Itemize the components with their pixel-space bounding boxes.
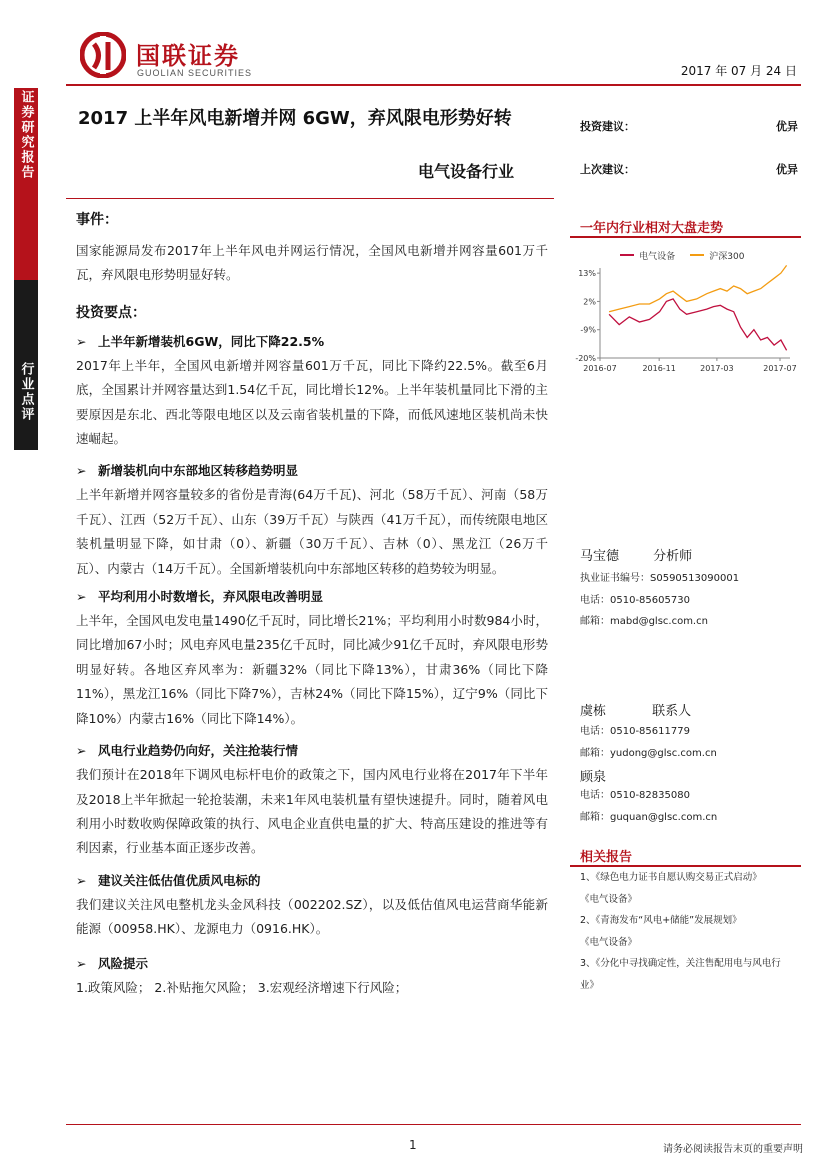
series-line-0 xyxy=(609,299,787,350)
arrow-bullet-icon: ➢ xyxy=(76,589,87,605)
section-text: 2017年上半年，全国风电新增并网容量601万千瓦，同比下降约22.5%。截至6月底，全国累计并网容量达到1.54亿千瓦，同比增长12%。上半年装机量同比下滑的主要原因是东北、西北等限电地区以及云南省装机量的下降，而低风速地区装机尚未快速崛起。 xyxy=(76,357,548,447)
rating-current-value: 优异 xyxy=(776,120,798,133)
event-text: 国家能源局发布2017年上半年风电并网运行情况，全国风电新增并网容量601万千瓦，弃风限电形势明显好转。 xyxy=(76,243,548,283)
section-heading-text: 平均利用小时数增长，弃风限电改善明显 xyxy=(98,589,324,605)
phone-number: 0510-82835080 xyxy=(610,790,690,801)
analyst-email xyxy=(580,743,800,765)
section-2 xyxy=(76,461,548,581)
logo-en: GUOLIAN SECURITIES xyxy=(137,68,253,78)
analyst-phone xyxy=(580,721,800,743)
section-heading-text: 建议关注低估值优质风电标的 xyxy=(98,872,261,888)
y-tick-label: -9% xyxy=(580,325,596,335)
email-label: 邮箱： xyxy=(580,616,610,627)
arrow-bullet-icon: ➢ xyxy=(76,333,87,349)
legend-label-electrical: 电气设备 xyxy=(639,252,676,262)
section-text: 我们预计在2018年下调风电标杆电价的政策之下，国内风电行业将在2017年下半年及2018上半年掀起一轮抢装潮，未来1年风电装机量有望快速提升。同时，随着风电利用小时数收购保障政策的执行、风电企业直供电量的扩大、特高压建设的推进等有利因素，行业基本面正逐步改善。 xyxy=(76,767,548,856)
y-tick-label: 13% xyxy=(578,269,596,279)
cert-label: 执业证书编号： xyxy=(580,573,650,584)
event-heading: 事件： xyxy=(76,212,118,228)
related-item-line: 《电气设备》 xyxy=(580,893,638,905)
email-label: 邮箱： xyxy=(580,747,610,759)
section-4 xyxy=(76,741,548,861)
analyst-email xyxy=(580,611,800,633)
section-heading xyxy=(76,461,548,479)
legend-label-hs300: 沪深300 xyxy=(709,252,745,262)
analyst-email xyxy=(580,807,800,829)
title-rule xyxy=(66,198,554,199)
side-tab-report xyxy=(14,88,38,280)
analyst-2 xyxy=(580,700,800,828)
email-label: 邮箱： xyxy=(580,811,610,823)
analyst-1 xyxy=(580,545,800,633)
phone-label: 电话： xyxy=(580,594,610,606)
related-item-line[interactable]: 2、《青海发布“风电+储能”发展规划》 xyxy=(580,915,742,926)
related-item-line[interactable]: 3、《分化中寻找确定性，关注售配用电与风电行 xyxy=(580,958,781,969)
footer-disclaimer: 请务必阅读报告末页的重要声明 xyxy=(663,1144,803,1155)
rating-previous-value: 优异 xyxy=(776,163,798,176)
rating-previous-label: 上次建议： xyxy=(580,163,635,176)
y-tick-label: -20% xyxy=(575,354,596,363)
analyst-role: 分析师 xyxy=(653,549,693,564)
analyst-name-row xyxy=(580,700,800,719)
section-heading-text: 风电行业趋势仍向好，关注抢装行情 xyxy=(98,743,299,759)
side-tab-report-text: 证券研究报告 xyxy=(18,90,34,180)
industry-subtitle: 电气设备行业 xyxy=(418,162,515,181)
side-tab-type-text: 行业点评 xyxy=(18,362,34,422)
header-rule xyxy=(66,84,801,86)
section-3 xyxy=(76,587,548,731)
email-address[interactable]: guquan@glsc.com.cn xyxy=(610,811,718,823)
legend-swatch-electrical xyxy=(620,254,634,256)
page-title: 2017 上半年风电新增并网 6GW，弃风限电形势好转 xyxy=(78,108,512,129)
cert-number: S0590513090001 xyxy=(650,573,740,584)
section-text: 1.政策风险； 2.补贴拖欠风险； 3.宏观经济增速下行风险； xyxy=(76,979,408,995)
y-tick-label: 2% xyxy=(583,297,596,307)
section-heading xyxy=(76,954,548,972)
section-heading xyxy=(76,871,548,889)
section-heading xyxy=(76,587,548,605)
arrow-bullet-icon: ➢ xyxy=(76,463,87,479)
section-1 xyxy=(76,332,548,452)
x-tick-label: 2017-07 xyxy=(763,364,797,373)
related-item-line[interactable]: 1、《绿色电力证书自愿认购交易正式启动》 xyxy=(580,872,762,883)
section-text: 上半年新增并网容量较多的省份是青海(64万千瓦)、河北（58万千瓦）、河南（58万千瓦）、江西（52万千瓦）、山东（39万千瓦）与陕西（41万千瓦），而传统限电地区装机量明显下降，如甘肃（0）、新疆（30万千瓦）、吉林（0）、黑龙江（26万千瓦）、内蒙古（14万千瓦）。全国新增装机向中东部地区转移的趋势较为明显。 xyxy=(76,487,548,576)
key-points-heading: 投资要点： xyxy=(76,304,146,321)
report-date: 2017 年 07 月 24 日 xyxy=(680,64,797,78)
legend-swatch-hs300 xyxy=(690,254,704,256)
chart-heading: 一年内行业相对大盘走势 xyxy=(580,221,724,236)
related-item-line: 《电气设备》 xyxy=(580,936,638,948)
series-line-1 xyxy=(609,265,787,311)
arrow-bullet-icon: ➢ xyxy=(76,743,87,759)
rating-current-label: 投资建议： xyxy=(580,120,635,133)
phone-label: 电话： xyxy=(580,790,610,801)
analyst-name: 虞栋 xyxy=(580,704,607,719)
x-tick-label: 2016-11 xyxy=(642,364,676,373)
related-list xyxy=(580,867,805,996)
phone-label: 电话： xyxy=(580,726,610,737)
analyst-role: 联系人 xyxy=(652,704,692,719)
email-address[interactable]: mabd@glsc.com.cn xyxy=(610,616,708,627)
page-number: 1 xyxy=(409,1138,417,1152)
analyst-phone xyxy=(580,590,800,612)
analyst-name-row xyxy=(580,545,800,564)
section-heading xyxy=(76,332,548,350)
arrow-bullet-icon: ➢ xyxy=(76,872,87,888)
side-tab-type xyxy=(14,280,38,450)
phone-number: 0510-85605730 xyxy=(610,594,690,606)
footer-rule xyxy=(66,1124,801,1125)
logo xyxy=(80,30,300,80)
analyst-name: 马宝德 xyxy=(580,549,620,564)
arrow-bullet-icon: ➢ xyxy=(76,955,87,971)
logo-cn: 国联证券 xyxy=(136,42,240,70)
section-text: 我们建议关注风电整机龙头金风科技（002202.SZ），以及低估值风电运营商华能新能源（00958.HK）、龙源电力（0916.HK）。 xyxy=(76,896,548,937)
section-6 xyxy=(76,954,548,1000)
email-address[interactable]: yudong@glsc.com.cn xyxy=(610,747,717,759)
analyst-phone xyxy=(580,785,800,807)
section-5 xyxy=(76,871,548,942)
relative-performance-chart xyxy=(570,260,805,380)
section-heading xyxy=(76,741,548,759)
phone-number: 0510-85611779 xyxy=(610,726,690,737)
section-heading-text: 上半年新增装机6GW，同比下降22.5% xyxy=(98,333,325,349)
related-heading: 相关报告 xyxy=(580,850,633,865)
section-heading-text: 新增装机向中东部地区转移趋势明显 xyxy=(98,463,299,479)
related-item-line: 业》 xyxy=(580,979,600,991)
x-tick-label: 2017-03 xyxy=(700,364,734,373)
x-tick-label: 2016-07 xyxy=(583,364,617,373)
section-text: 上半年，全国风电发电量1490亿千瓦时，同比增长21%；平均利用小时数984小时，同比增加67小时；风电弃风电量235亿千瓦时，同比减少91亿千瓦时，弃风限电形势明显好转。各地区弃风率为：新疆32%（同比下降13%），甘肃36%（同比下降11%），黑龙江16%（同比下降7%），吉林24%（同比下降15%），辽宁9%（同比下降10%）内蒙古16%（同比下降14%）。 xyxy=(76,613,548,726)
guolian-logo-icon xyxy=(80,32,126,78)
main-column xyxy=(76,207,548,1000)
analyst-name: 顾泉 xyxy=(580,770,607,785)
section-heading-text: 风险提示 xyxy=(98,955,149,971)
chart-heading-rule xyxy=(570,236,801,238)
analyst-cert xyxy=(580,568,800,590)
